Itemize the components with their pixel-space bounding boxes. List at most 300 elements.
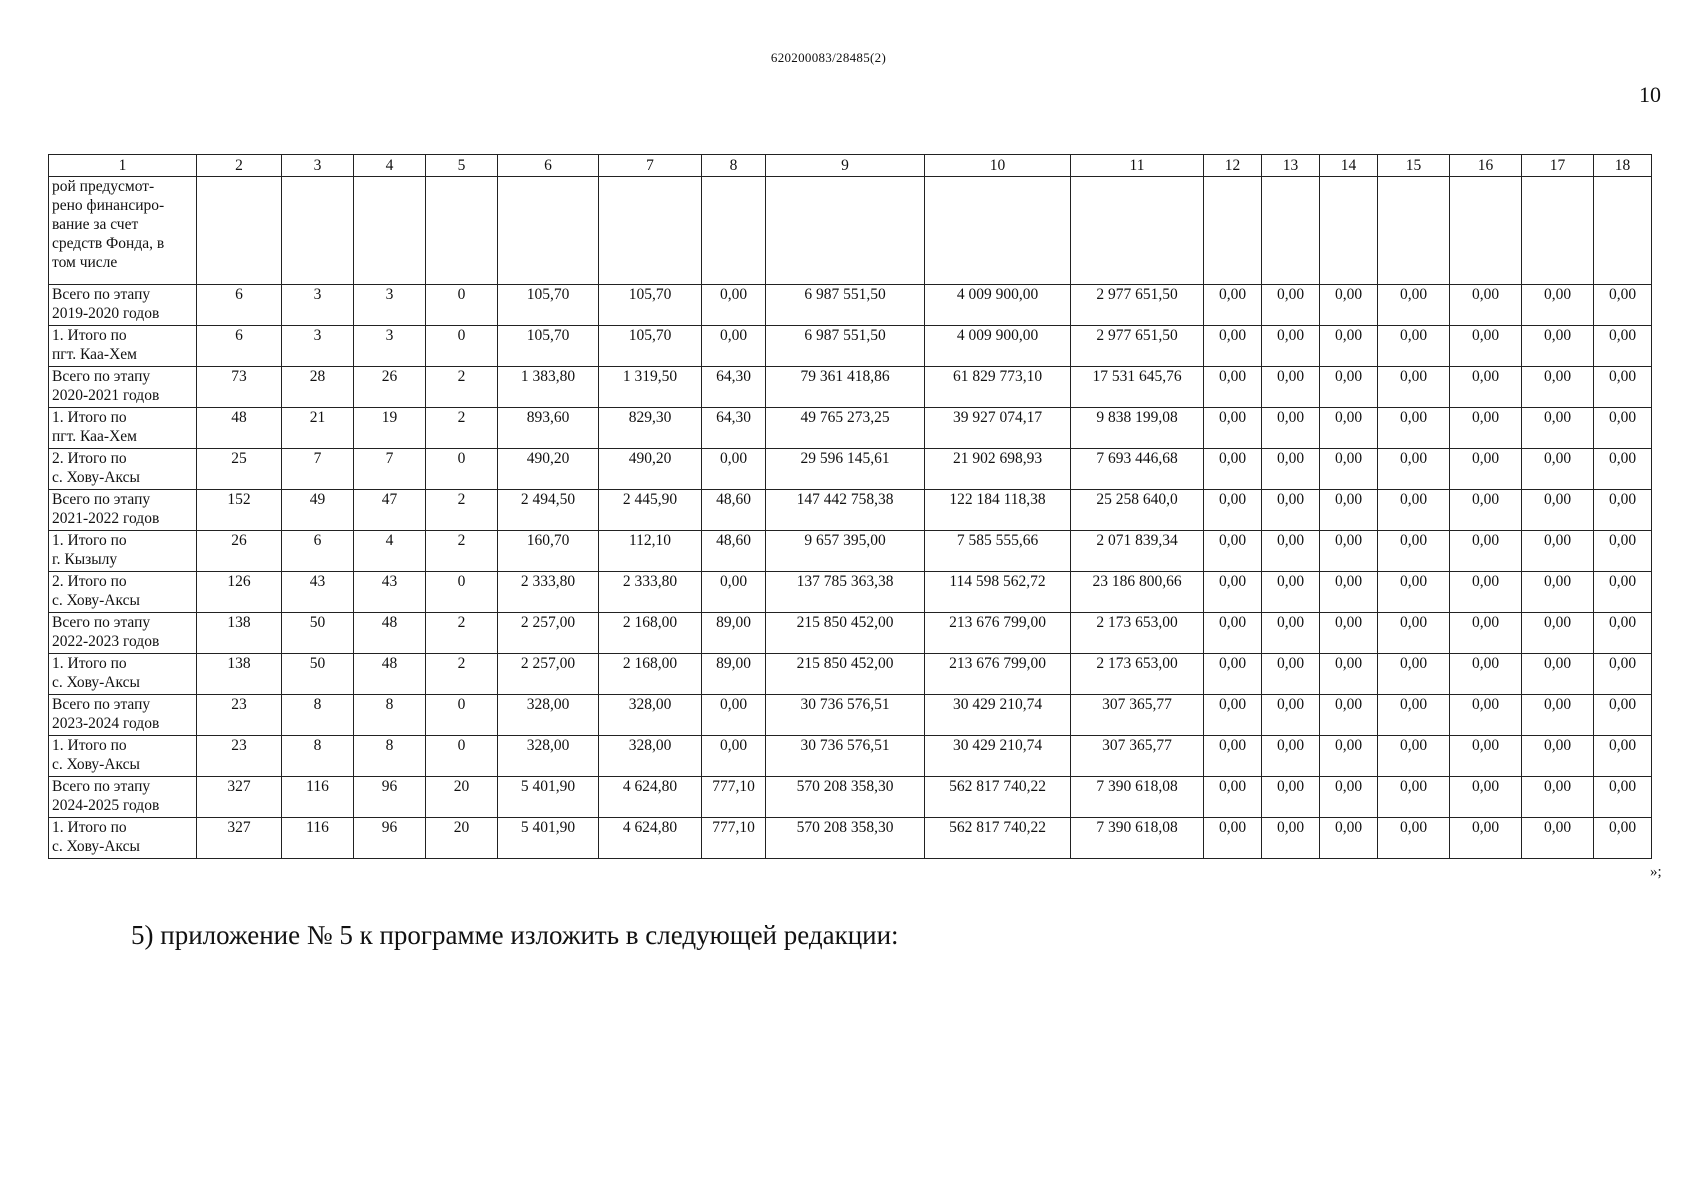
table-cell: 328,00 (599, 736, 702, 777)
table-cell: 105,70 (498, 285, 599, 326)
row-label-line: с. Хову-Аксы (52, 592, 140, 609)
table-cell: 0,00 (1522, 285, 1594, 326)
table-cell: 0,00 (1262, 449, 1320, 490)
table-cell: 0,00 (1594, 408, 1652, 449)
table-cell: 0,00 (1378, 285, 1450, 326)
table-cell: 49 (282, 490, 354, 531)
row-label-line: 1. Итого по (52, 819, 127, 836)
table-cell: 137 785 363,38 (766, 572, 925, 613)
table-cell: 64,30 (702, 367, 766, 408)
table-cell: 0,00 (1378, 408, 1450, 449)
row-label-cell (49, 531, 197, 572)
table-cell: 0,00 (1262, 777, 1320, 818)
row-label-cell (49, 367, 197, 408)
table-cell: 0,00 (1450, 613, 1522, 654)
table-cell: 2 173 653,00 (1071, 613, 1204, 654)
table-cell: 96 (354, 818, 426, 859)
table-cell: 73 (197, 367, 282, 408)
table-cell: 829,30 (599, 408, 702, 449)
table-cell: 0,00 (1320, 367, 1378, 408)
row-label-line: 1. Итого по (52, 532, 127, 549)
table-cell: 50 (282, 654, 354, 695)
table-cell: 0,00 (1320, 654, 1378, 695)
table-cell: 0,00 (702, 285, 766, 326)
row-label-cell (49, 613, 197, 654)
empty-cell (498, 177, 599, 285)
column-number-header: 9 (766, 155, 925, 177)
table-cell: 0,00 (1262, 736, 1320, 777)
table-cell: 0,00 (1320, 285, 1378, 326)
table-cell: 30 429 210,74 (925, 736, 1071, 777)
table-row (49, 777, 1652, 818)
table-cell: 0,00 (1450, 490, 1522, 531)
table-cell: 1 383,80 (498, 367, 599, 408)
table-cell: 0,00 (1522, 449, 1594, 490)
table-cell: 105,70 (498, 326, 599, 367)
table-cell: 116 (282, 777, 354, 818)
table-cell: 0,00 (1378, 777, 1450, 818)
table-cell: 327 (197, 777, 282, 818)
intro-line: том числе (52, 254, 118, 271)
table-cell: 0,00 (1204, 736, 1262, 777)
table-cell: 29 596 145,61 (766, 449, 925, 490)
column-number-header: 3 (282, 155, 354, 177)
empty-cell (702, 177, 766, 285)
table-cell: 0,00 (1594, 818, 1652, 859)
table-cell: 17 531 645,76 (1071, 367, 1204, 408)
table-cell: 4 009 900,00 (925, 326, 1071, 367)
table-cell: 0,00 (702, 572, 766, 613)
row-label-line: Всего по этапу (52, 696, 151, 713)
table-cell: 21 902 698,93 (925, 449, 1071, 490)
table-cell: 0,00 (1262, 490, 1320, 531)
table-cell: 8 (282, 736, 354, 777)
empty-cell (766, 177, 925, 285)
table-cell: 6 (197, 326, 282, 367)
table-cell: 0 (426, 285, 498, 326)
table-cell: 61 829 773,10 (925, 367, 1071, 408)
table-cell: 4 009 900,00 (925, 285, 1071, 326)
table-cell: 0,00 (1594, 777, 1652, 818)
table-cell: 126 (197, 572, 282, 613)
table-row (49, 449, 1652, 490)
table-cell: 0,00 (702, 326, 766, 367)
table-cell: 3 (354, 285, 426, 326)
row-label-line: с. Хову-Аксы (52, 838, 140, 855)
table-cell: 0,00 (1204, 695, 1262, 736)
table-cell: 89,00 (702, 613, 766, 654)
table-cell: 893,60 (498, 408, 599, 449)
table-cell: 0,00 (1378, 818, 1450, 859)
row-label-cell (49, 408, 197, 449)
table-cell: 490,20 (599, 449, 702, 490)
table-cell: 3 (282, 285, 354, 326)
table-cell: 2 445,90 (599, 490, 702, 531)
column-number-header: 8 (702, 155, 766, 177)
table-cell: 0,00 (1522, 777, 1594, 818)
empty-cell (282, 177, 354, 285)
table-row (49, 572, 1652, 613)
page-number: 10 (1639, 82, 1661, 107)
table-cell: 0 (426, 449, 498, 490)
document-id: 620200083/28485(2) (770, 50, 887, 65)
table-cell: 116 (282, 818, 354, 859)
table-cell: 7 (354, 449, 426, 490)
row-label-line: с. Хову-Аксы (52, 674, 140, 691)
table-cell: 2 (426, 408, 498, 449)
table-cell: 2 071 839,34 (1071, 531, 1204, 572)
empty-cell (599, 177, 702, 285)
table-cell: 0,00 (1450, 695, 1522, 736)
table-cell: 0,00 (702, 449, 766, 490)
table-cell: 0,00 (1522, 572, 1594, 613)
row-label-line: 1. Итого по (52, 655, 127, 672)
row-label-cell (49, 654, 197, 695)
row-label-line: 2021-2022 годов (52, 510, 160, 527)
row-label-cell (49, 285, 197, 326)
table-cell: 0,00 (702, 736, 766, 777)
table-cell: 0,00 (1262, 695, 1320, 736)
table-cell: 30 736 576,51 (766, 736, 925, 777)
row-label-line: Всего по этапу (52, 368, 151, 385)
table-cell: 26 (197, 531, 282, 572)
table-cell: 0,00 (1522, 531, 1594, 572)
table-cell: 2 (426, 531, 498, 572)
table-row (49, 326, 1652, 367)
table-cell: 0,00 (1522, 490, 1594, 531)
table-cell: 0,00 (1522, 613, 1594, 654)
table-row (49, 818, 1652, 859)
table-cell: 152 (197, 490, 282, 531)
table-cell: 0,00 (1262, 613, 1320, 654)
column-number-header: 18 (1594, 155, 1652, 177)
table-cell: 2 977 651,50 (1071, 326, 1204, 367)
empty-cell (1594, 177, 1652, 285)
empty-cell (1320, 177, 1378, 285)
table-cell: 0,00 (1378, 695, 1450, 736)
table-cell: 0,00 (1378, 367, 1450, 408)
table-cell: 0,00 (1204, 408, 1262, 449)
table-cell: 2 257,00 (498, 613, 599, 654)
column-number-header: 7 (599, 155, 702, 177)
table-cell: 23 (197, 695, 282, 736)
column-number-header: 5 (426, 155, 498, 177)
table-cell: 25 258 640,0 (1071, 490, 1204, 531)
table-cell: 2 257,00 (498, 654, 599, 695)
table-cell: 0,00 (1522, 326, 1594, 367)
table-cell: 21 (282, 408, 354, 449)
table-cell: 0,00 (1320, 818, 1378, 859)
table-cell: 19 (354, 408, 426, 449)
table-cell: 79 361 418,86 (766, 367, 925, 408)
table-cell: 2 173 653,00 (1071, 654, 1204, 695)
table-cell: 307 365,77 (1071, 736, 1204, 777)
row-label-line: г. Кызылу (52, 551, 118, 568)
table-cell: 777,10 (702, 818, 766, 859)
table-cell: 0,00 (1522, 818, 1594, 859)
intro-line: вание за счет (52, 216, 139, 233)
table-cell: 48,60 (702, 490, 766, 531)
table-cell: 9 838 199,08 (1071, 408, 1204, 449)
table-cell: 0 (426, 695, 498, 736)
row-label-cell (49, 818, 197, 859)
table-cell: 0,00 (1378, 613, 1450, 654)
table-cell: 213 676 799,00 (925, 613, 1071, 654)
table-cell: 3 (282, 326, 354, 367)
table-row (49, 654, 1652, 695)
table-cell: 5 401,90 (498, 777, 599, 818)
table-cell: 0,00 (1320, 490, 1378, 531)
table-cell: 0,00 (1378, 654, 1450, 695)
table-row (49, 695, 1652, 736)
table-cell: 2 494,50 (498, 490, 599, 531)
table-cell: 0,00 (1594, 490, 1652, 531)
table-cell: 112,10 (599, 531, 702, 572)
table-cell: 89,00 (702, 654, 766, 695)
table-cell: 2 977 651,50 (1071, 285, 1204, 326)
table-cell: 328,00 (599, 695, 702, 736)
table-cell: 0,00 (1262, 572, 1320, 613)
column-number-header: 10 (925, 155, 1071, 177)
table-cell: 0,00 (1594, 326, 1652, 367)
table-cell: 0,00 (1450, 777, 1522, 818)
row-label-cell (49, 449, 197, 490)
table-cell: 0,00 (1378, 572, 1450, 613)
table-cell: 777,10 (702, 777, 766, 818)
table-cell: 138 (197, 654, 282, 695)
table-row (49, 531, 1652, 572)
table-cell: 2 (426, 613, 498, 654)
table-cell: 7 390 618,08 (1071, 818, 1204, 859)
table-cell: 0,00 (1262, 408, 1320, 449)
table-row (49, 285, 1652, 326)
table-cell: 328,00 (498, 695, 599, 736)
empty-cell (354, 177, 426, 285)
table-cell: 8 (282, 695, 354, 736)
column-number-row (49, 155, 1652, 177)
financing-table (48, 154, 1652, 859)
table-row (49, 408, 1652, 449)
table-cell: 0,00 (1594, 613, 1652, 654)
table-cell: 138 (197, 613, 282, 654)
table-cell: 328,00 (498, 736, 599, 777)
table-cell: 0 (426, 326, 498, 367)
row-label-line: 2. Итого по (52, 573, 127, 590)
row-label-line: пгт. Каа-Хем (52, 428, 137, 445)
table-cell: 105,70 (599, 326, 702, 367)
table-cell: 160,70 (498, 531, 599, 572)
row-label-line: пгт. Каа-Хем (52, 346, 137, 363)
table-cell: 6 987 551,50 (766, 285, 925, 326)
empty-cell (426, 177, 498, 285)
table-cell: 570 208 358,30 (766, 777, 925, 818)
intro-line: рой предусмот- (52, 178, 155, 195)
column-number-header: 4 (354, 155, 426, 177)
row-label-line: с. Хову-Аксы (52, 469, 140, 486)
table-cell: 28 (282, 367, 354, 408)
table-cell: 2 333,80 (498, 572, 599, 613)
row-label-line: 1. Итого по (52, 327, 127, 344)
row-label-line: 2020-2021 годов (52, 387, 160, 404)
empty-cell (197, 177, 282, 285)
table-row (49, 613, 1652, 654)
intro-line: средств Фонда, в (52, 235, 165, 252)
table-cell: 570 208 358,30 (766, 818, 925, 859)
row-label-line: Всего по этапу (52, 286, 151, 303)
row-label-cell (49, 572, 197, 613)
table-row (49, 367, 1652, 408)
table-cell: 0,00 (1450, 736, 1522, 777)
table-cell: 0,00 (1450, 654, 1522, 695)
table-cell: 215 850 452,00 (766, 654, 925, 695)
table-cell: 7 (282, 449, 354, 490)
table-cell: 48,60 (702, 531, 766, 572)
table-cell: 0,00 (1450, 531, 1522, 572)
table-cell: 2 (426, 654, 498, 695)
table-cell: 6 (282, 531, 354, 572)
table-cell: 0,00 (1378, 736, 1450, 777)
table-cell: 30 429 210,74 (925, 695, 1071, 736)
table-cell: 96 (354, 777, 426, 818)
table-cell: 0,00 (1262, 531, 1320, 572)
table-cell: 4 (354, 531, 426, 572)
table-cell: 5 401,90 (498, 818, 599, 859)
row-label-line: Всего по этапу (52, 491, 151, 508)
table-cell: 0,00 (1450, 572, 1522, 613)
table-cell: 47 (354, 490, 426, 531)
table-row (49, 490, 1652, 531)
row-label-line: 1. Итого по (52, 409, 127, 426)
table-cell: 0,00 (1594, 572, 1652, 613)
table-cell: 0,00 (1594, 654, 1652, 695)
row-label-line: 2022-2023 годов (52, 633, 160, 650)
table-cell: 0,00 (1450, 818, 1522, 859)
table-cell: 122 184 118,38 (925, 490, 1071, 531)
column-number-header: 1 (49, 155, 197, 177)
table-cell: 26 (354, 367, 426, 408)
row-label-line: с. Хову-Аксы (52, 756, 140, 773)
column-number-header: 16 (1450, 155, 1522, 177)
table-cell: 0,00 (1594, 695, 1652, 736)
table-cell: 2 (426, 367, 498, 408)
table-cell: 64,30 (702, 408, 766, 449)
column-number-header: 17 (1522, 155, 1594, 177)
row-label-line: 1. Итого по (52, 737, 127, 754)
column-number-header: 14 (1320, 155, 1378, 177)
table-cell: 0,00 (1204, 531, 1262, 572)
table-cell: 2 168,00 (599, 654, 702, 695)
table-cell: 0,00 (1450, 285, 1522, 326)
table-cell: 0,00 (1320, 326, 1378, 367)
table-cell: 0,00 (1378, 531, 1450, 572)
table-cell: 23 (197, 736, 282, 777)
intro-label-cell (49, 177, 197, 285)
table-cell: 0,00 (1594, 285, 1652, 326)
table-cell: 0,00 (1204, 572, 1262, 613)
table-cell: 0,00 (1450, 326, 1522, 367)
table-cell: 9 657 395,00 (766, 531, 925, 572)
table-cell: 0,00 (1594, 449, 1652, 490)
row-label-line: 2023-2024 годов (52, 715, 160, 732)
table-cell: 0,00 (1320, 695, 1378, 736)
table-cell: 48 (354, 654, 426, 695)
table-cell: 7 693 446,68 (1071, 449, 1204, 490)
row-label-cell (49, 326, 197, 367)
table-cell: 0,00 (1262, 654, 1320, 695)
table-cell: 0,00 (1522, 736, 1594, 777)
table-cell: 114 598 562,72 (925, 572, 1071, 613)
table-cell: 0,00 (1522, 695, 1594, 736)
table-cell: 20 (426, 777, 498, 818)
table-cell: 0,00 (1204, 285, 1262, 326)
table-cell: 0,00 (1320, 613, 1378, 654)
row-label-cell (49, 695, 197, 736)
table-cell: 8 (354, 736, 426, 777)
table-cell: 0,00 (1262, 326, 1320, 367)
table-cell: 0,00 (1450, 449, 1522, 490)
column-number-header: 13 (1262, 155, 1320, 177)
table-cell: 0,00 (1204, 326, 1262, 367)
table-cell: 39 927 074,17 (925, 408, 1071, 449)
row-label-line: Всего по этапу (52, 614, 151, 631)
column-number-header: 11 (1071, 155, 1204, 177)
table-cell: 0,00 (1262, 818, 1320, 859)
table-cell: 0,00 (1320, 777, 1378, 818)
table-cell: 23 186 800,66 (1071, 572, 1204, 613)
table-cell: 0,00 (1378, 326, 1450, 367)
column-number-header: 6 (498, 155, 599, 177)
intro-continuation-row (49, 177, 1652, 285)
table-cell: 0,00 (1262, 285, 1320, 326)
table-cell: 3 (354, 326, 426, 367)
table-cell: 0,00 (1204, 777, 1262, 818)
table-cell: 562 817 740,22 (925, 777, 1071, 818)
table-cell: 0,00 (1594, 736, 1652, 777)
table-cell: 0,00 (702, 695, 766, 736)
table-cell: 0,00 (1204, 613, 1262, 654)
table-cell: 562 817 740,22 (925, 818, 1071, 859)
table-cell: 0,00 (1522, 408, 1594, 449)
row-label-line: 2024-2025 годов (52, 797, 160, 814)
row-label-line: 2. Итого по (52, 450, 127, 467)
table-cell: 2 168,00 (599, 613, 702, 654)
table-cell: 147 442 758,38 (766, 490, 925, 531)
row-label-cell (49, 490, 197, 531)
empty-cell (1378, 177, 1450, 285)
table-cell: 43 (354, 572, 426, 613)
empty-cell (1204, 177, 1262, 285)
table-cell: 215 850 452,00 (766, 613, 925, 654)
table-cell: 0,00 (1204, 818, 1262, 859)
table-cell: 0,00 (1262, 367, 1320, 408)
empty-cell (925, 177, 1071, 285)
table-cell: 2 (426, 490, 498, 531)
table-cell: 20 (426, 818, 498, 859)
table-cell: 0,00 (1320, 572, 1378, 613)
table-cell: 0,00 (1320, 531, 1378, 572)
table-cell: 0,00 (1204, 490, 1262, 531)
table-cell: 25 (197, 449, 282, 490)
table-cell: 0,00 (1320, 408, 1378, 449)
table-cell: 0,00 (1320, 736, 1378, 777)
table-cell: 2 333,80 (599, 572, 702, 613)
table-cell: 0,00 (1450, 367, 1522, 408)
table-cell: 43 (282, 572, 354, 613)
column-number-header: 2 (197, 155, 282, 177)
empty-cell (1262, 177, 1320, 285)
table-cell: 490,20 (498, 449, 599, 490)
table-cell: 0,00 (1204, 449, 1262, 490)
